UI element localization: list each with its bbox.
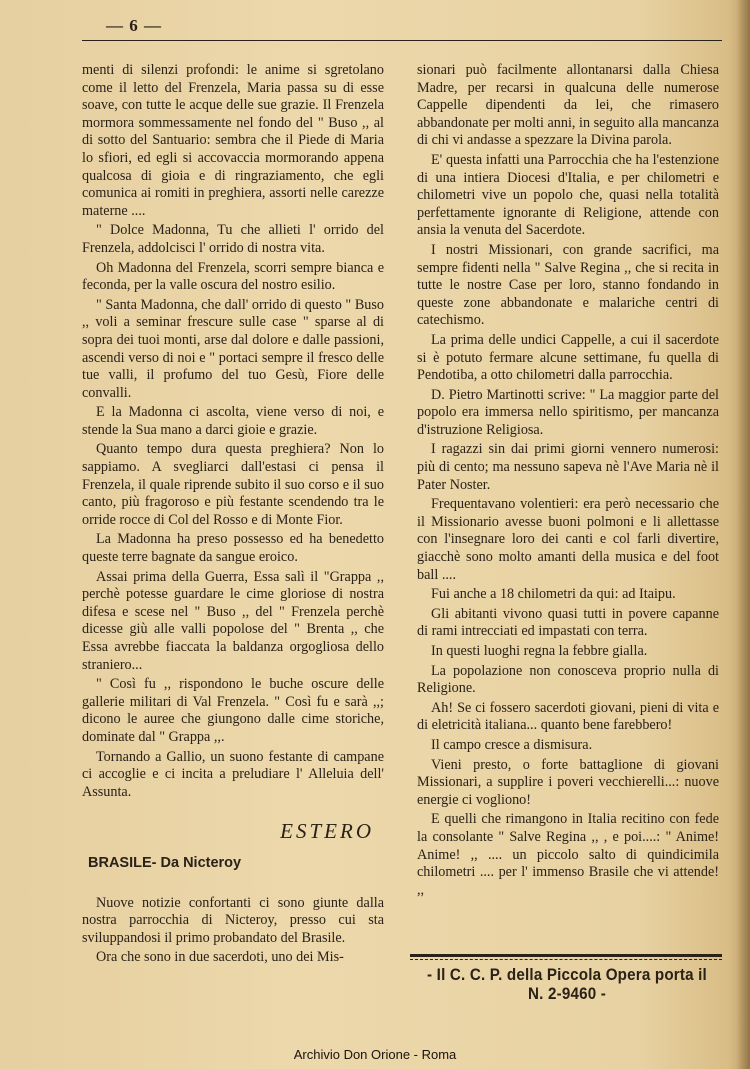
paragraph: Fui anche a 18 chilometri da qui: ad Itaipu. [431,586,676,603]
notice-rule-thin [410,959,722,960]
paragraph: D. Pietro Martinotti scrive: " La maggior parte del popolo era immersa nello spiritismo, per mancanza d'istruzione Religiosa. [417,386,719,438]
paragraph: Il campo cresce a dismisura. [431,736,593,753]
paragraph: Vieni presto, o forte battaglione di giovani Missionari, a supplire i poveri vecchierelli...: nuove energie ci vogliono! [417,756,719,808]
paragraph: In questi luoghi regna la febbre gialla. [431,643,648,659]
paragraph: E' questa infatti una Parrocchia che ha l'estenzione di una intiera Diocesi d'Italia, e per chilometri e chilometri vive un popolo che, quasi nella totalità perfettamente ignorante di Religione, attende con ansia la venuta del Sacerdote. [417,151,719,239]
notice-rule-thick [410,954,722,957]
subsection-title-brasile: BRASILE- Da Nicteroy [88,854,242,871]
paragraph: " Dolce Madonna, Tu che allieti l' orrido del Frenzela, addolcisci l' orrido di nostra vita. [82,222,384,256]
paragraph: E quelli che rimangono in Italia recitino con fede la consolante " Salve Regina ,, , e poi....: " Anime! Anime! ,, .... un piccolo salto di quindicimila chilometri .... per l' immenso Brasile che vi attende! ,, [417,811,719,898]
paragraph: Gli abitanti vivono quasi tutti in povere capanne di rami intrecciati ed impastati con terra. [417,605,719,640]
paragraph: Ora che sono in due sacerdoti, uno dei Mis- [96,949,344,966]
paragraph: La popolazione non conosceva proprio nulla di Religione. [417,662,719,697]
archive-watermark-label: Archivio Don Orione - Roma [293,1047,457,1062]
header-rule [82,40,722,41]
postal-account-notice [408,944,726,1008]
paragraph: Frequentavano volentieri: era però necessario che il Missionario avesse buoni polmoni e li allettasse con l'insegnare loro dei canti e col farli divertire, giacchè sono molto amanti della musica e del foot ball .... [417,496,719,583]
paragraph: La Madonna ha preso possesso ed ha benedetto queste terre bagnate da sangue eroico. [82,531,384,566]
page-header [82,16,722,46]
paragraph: Quanto tempo dura questa preghiera? Non lo sappiamo. A svegliarci dall'estasi ci pensa il Frenzela, il quale riprende subito il suo corso e il suo canto, più fragoroso e più festante scendendo tra le orride rocce di Col del Rosso e di Monte Fior. [82,441,384,528]
right-column [417,62,719,901]
paragraph: Assai prima della Guerra, Essa salì il "Grappa ,, perchè potesse guardare le cime gloriose di nostra difesa e scese nel " Buso ,, del " Frenzela perchè dicesse giù alle valli popolose del " Brenta ,, che Essa avrebbe fiaccata la baldanza orgogliosa dello straniero... [82,568,384,673]
paragraph: I nostri Missionari, con grande sacrifici, ma sempre fidenti nella " Salve Regina ,, che si recita in tutte le nostre Case per loro, stanno fondando in queste zone abbandonate e malariche centri di catechismo. [417,241,719,329]
paragraph: Oh Madonna del Frenzela, scorri sempre bianca e feconda, per la valle oscura del nostro esilio. [82,259,384,294]
paragraph: Tornando a Gallio, un suono festante di campane ci accoglie e ci incita a preludiare l' Alleluia dell' Assunta. [82,748,384,800]
paragraph: Ah! Se ci fossero sacerdoti giovani, pieni di vita e di eletricità italiana... quanto bene farebbero! [417,699,719,734]
paragraph: " Santa Madonna, che dall' orrido di questo " Buso ,, voli a seminar frescure sulle case " sparse al di sopra dei tuoi monti, arse dal dolore e dalle passioni, ascendi verso di noi e " portaci sempre il fresco delle tue valli, il profumo del tuo Gesù, Fiore delle convalli. [82,296,384,401]
notice-text: - Il C. C. P. della Piccola Opera porta il N. 2-9460 - [427,966,707,1003]
paragraph: " Così fu ,, rispondono le buche oscure delle gallerie militari di Val Frenzela. " Così fu e sarà ,,; dicono le auree che giungono dalle cime storiche, dominate dal " Grappa ,,. [82,676,384,745]
paragraph: sionari può facilmente allontanarsi dalla Chiesa Madre, per recarsi in qualcuna delle numerose Cappelle dipendenti da lei, che rimasero abbandonate per molti anni, in seguito alla mancanza di chi vi andasse a spezzare la Divina parola. [417,62,719,149]
paragraph: I ragazzi sin dai primi giorni vennero numerosi: più di cento; ma nessuno sapeva nè l'Ave Maria nè il Pater Noster. [417,441,719,493]
page-number: — 6 — [106,16,162,35]
paragraph: E la Madonna ci ascolta, viene verso di noi, e stende la Sua mano a darci gioie e grazie. [82,404,384,438]
left-column [82,62,384,969]
page-edge-shadow [736,0,750,1069]
paragraph: La prima delle undici Cappelle, a cui il sacerdote si è potuto fermare alcune settimane, fu quella di Pendotiba, a otto chilometri dalla parrocchia. [417,331,719,384]
section-title-estero: ESTERO [280,819,374,844]
paragraph: Nuove notizie confortanti ci sono giunte dalla nostra parrocchia di Nicteroy, presso cui sta sviluppandosi il primo probandato del Brasile. [82,894,384,946]
paragraph: menti di silenzi profondi: le anime si sgretolano come il letto del Frenzela, Maria passa su di esse soave, con tutte le acque delle sue grazie. Il Frenzela mormora sommessamente nel fondo del " Buso ,, al di sotto del Santuario: sembra che il Piede di Maria lo sfiori, ed egli si accovaccia mormorando appena qualcosa di gioia e di ringraziamento, che egli comunica ai romiti in preghiera, assorti nelle carezze materne .... [82,62,384,219]
